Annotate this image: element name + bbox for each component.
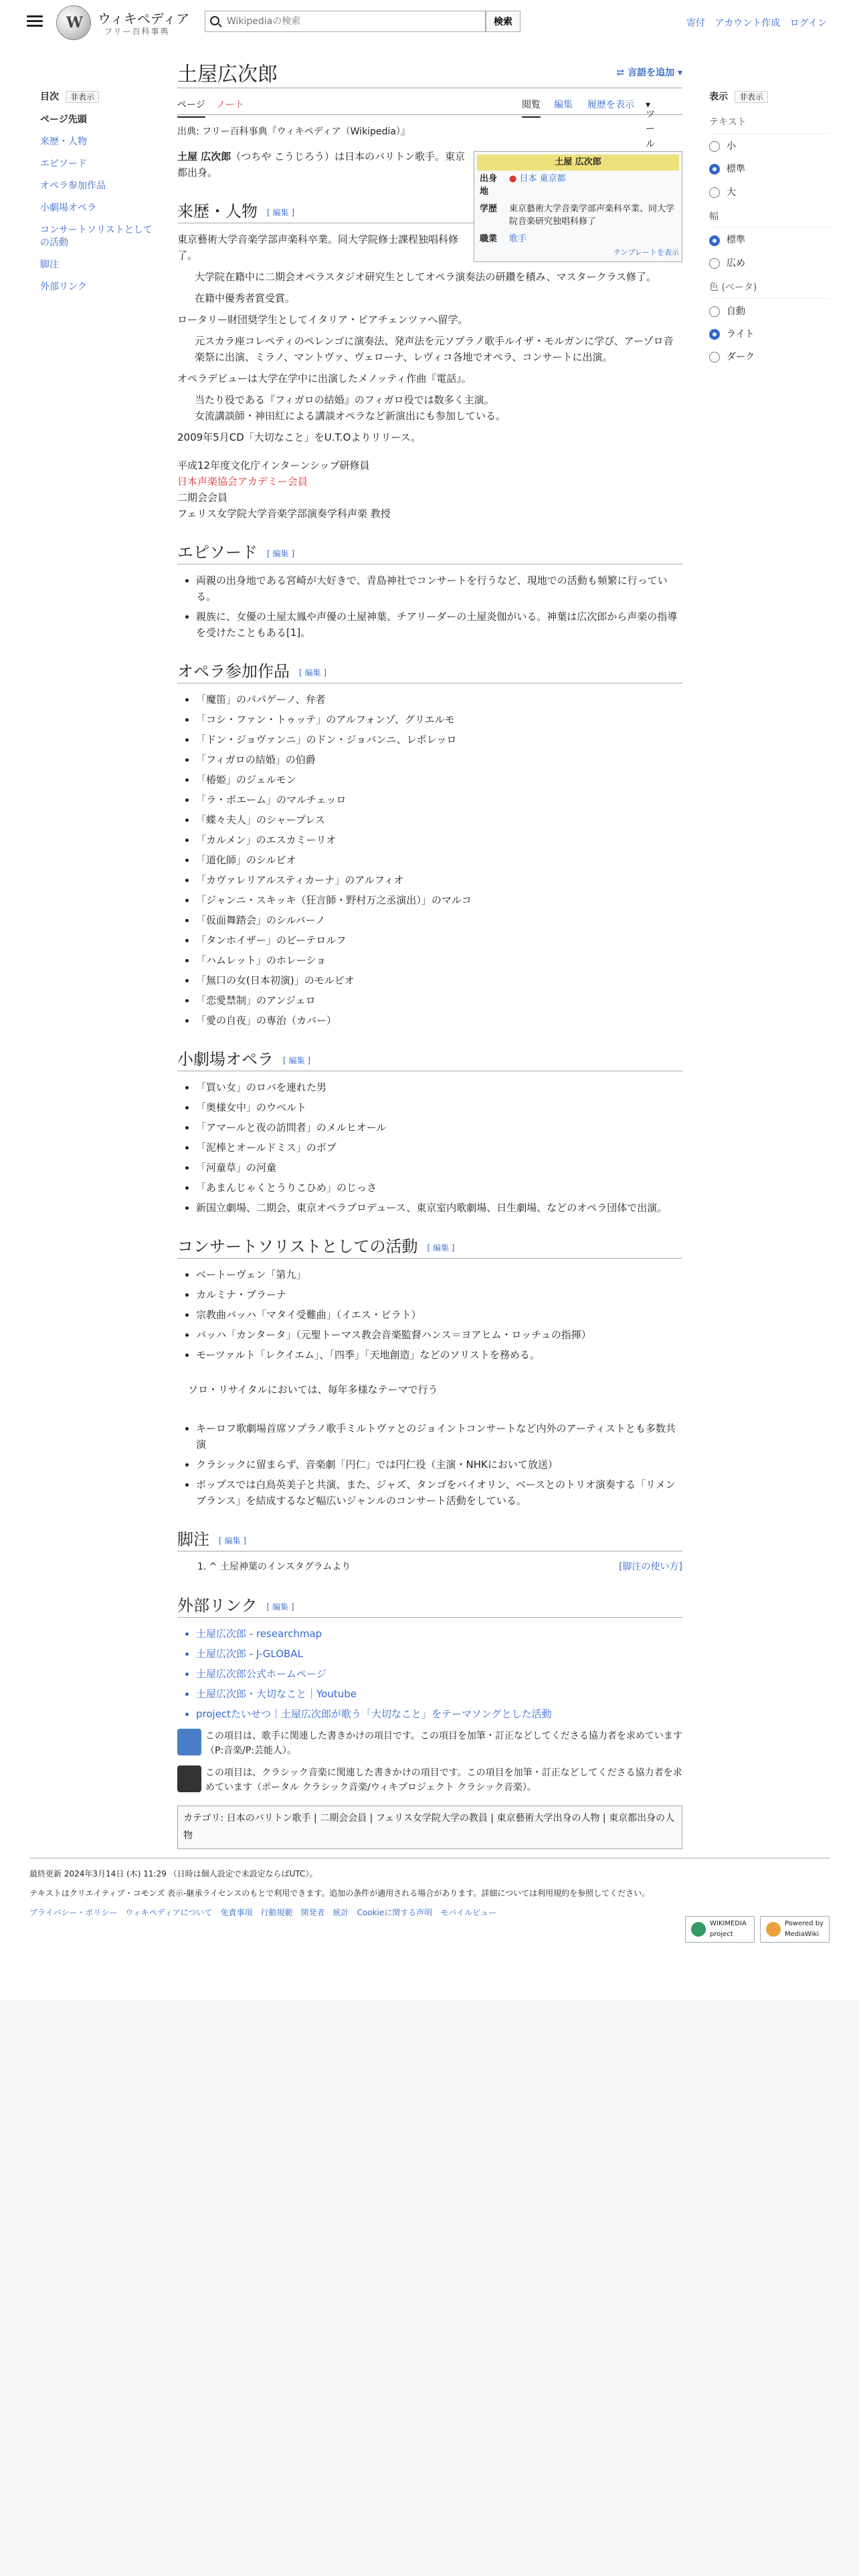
mediawiki-icon	[766, 1922, 781, 1937]
small-opera-list	[196, 1079, 682, 1216]
infobox-key: 職業	[480, 233, 498, 244]
tagline: フリー百科事典	[104, 27, 170, 36]
category-box[interactable]: カテゴリ: 日本のバリトン歌手 | 二期会会員 | フェリス女学院大学の教員 | 東京藝術大学出身の人物 | 東京都出身の人物	[177, 1806, 682, 1848]
source-line: 出典: フリー百科事典『ウィキペディア（Wikipedia）』	[177, 126, 410, 137]
list-item: • ポップスでは白鳥英美子と共演、また、ジャズ、タンゴをバイオリン、ベースとのトリオ演奏する「リメンブランス」を結成するなど幅広いジャンルのコンサート活動をしている。	[196, 1477, 682, 1509]
footer-link[interactable]: ウィキペディアについて	[125, 1908, 213, 1918]
create-account-link[interactable]: アカウント作成	[714, 18, 781, 29]
list-item: • 「カヴァレリアルスティカーナ」のアルフィオ	[196, 872, 682, 888]
opera-list	[196, 691, 682, 1029]
license-text: テキストはクリエイティブ・コモンズ 表示-継承ライセンスのもとで利用できます。追加の条件が適用される場合があります。詳細については利用規約を参照してください。	[29, 1889, 650, 1899]
external-links-list	[196, 1626, 682, 1722]
color-light[interactable]: ライト	[709, 327, 830, 342]
list-item: • 「魔笛」のパパゲーノ、弁者	[196, 691, 682, 708]
list-item: • キーロフ歌劇場首席ソプラノ歌手ミルトヴァとのジョイントコンサートなど内外のアーティストとも多数共演	[196, 1420, 682, 1453]
bio-text: ロータリー財団奨学生としてイタリア・ピアチェンツァへ留学。	[177, 314, 468, 326]
list-item: • 「椿姫」のジェルモン	[196, 772, 682, 788]
appearance-panel	[709, 90, 830, 373]
list-item: • 「愛の自夜」の専治（カバー）	[196, 1012, 682, 1029]
heading-links: 外部リンク [ 編集 ]	[177, 1592, 682, 1618]
list-item: • 新国立劇場、二期会、東京オペラプロデュース、東京室内歌劇場、日生劇場、などのオペラ団体で出演。	[196, 1200, 682, 1216]
list-item: • 「カルメン」のエスカミーリオ	[196, 832, 682, 848]
list-item: • 宗教曲バッハ「マタイ受難曲」（イエス・ピラト）	[196, 1307, 682, 1323]
toc-hide-button[interactable]: 非表示	[66, 91, 99, 103]
bio-text: 平成12年度文化庁インターンシップ研修員	[177, 459, 370, 472]
toc-item-opera[interactable]: オペラ参加作品	[40, 181, 106, 192]
add-language-button[interactable]: ⇄ 言語を追加 ▾	[616, 68, 682, 78]
list-item: • 「フィガロの結婚」の伯爵	[196, 752, 682, 768]
toc-item-bio[interactable]: 来歴・人物	[40, 136, 87, 148]
footer-link[interactable]: プライバシー・ポリシー	[29, 1908, 118, 1918]
lead-paragraph: 土屋 広次郎（つちや こうじろう）は日本のバリトン歌手。東京都出身。	[177, 150, 466, 179]
bio-text: 大学院在籍中に二期会オペラスタジオ研究生としてオペラ演奏法の研鑽を積み、マスタークラス修了。	[195, 271, 657, 284]
text-size-label: テキスト	[709, 115, 830, 133]
table-of-contents	[40, 90, 161, 302]
bio-text: 2009年5月CD「大切なこと」をU.T.Oよりリリース。	[177, 431, 421, 444]
edit-link[interactable]: [ 編集 ]	[219, 1536, 247, 1546]
radio-checked-icon	[709, 329, 720, 340]
search-button[interactable]: 検索	[486, 11, 520, 32]
radio-icon	[709, 187, 720, 198]
heading-notes: 脚注 [ 編集 ]	[177, 1526, 682, 1551]
bio-text: 女流講談師・神田紅による講談オペラなど新演出にも参加している。	[195, 410, 506, 423]
infobox-education: 東京藝術大学音楽学部声楽科卒業、同大学院音楽研究独唱科修了	[509, 203, 675, 227]
color-dark[interactable]: ダーク	[709, 350, 830, 364]
singer-icon	[177, 1729, 201, 1755]
radio-icon	[709, 306, 720, 317]
list-item: • 「恋愛禁制」のアンジェロ	[196, 992, 682, 1008]
toc-item-top[interactable]: ページ先頭	[40, 114, 87, 126]
tab-tools[interactable]: ツール ▾	[646, 100, 655, 150]
search-icon	[210, 16, 219, 25]
list-item: • 「ドン・ジョヴァンニ」のドン・ジョバンニ、レポレッロ	[196, 732, 682, 748]
footnote: 1. ^ 土屋神葉のインスタグラムより [脚注の使い方]	[177, 1560, 682, 1574]
bio-text: 在籍中優秀者賞受賞。	[195, 292, 296, 305]
toc-item-concert[interactable]: コンサートソリストとしての活動	[40, 224, 153, 248]
list-item: • 「買い女」のロバを連れた男	[196, 1079, 682, 1095]
heading-opera: オペラ参加作品 [ 編集 ]	[177, 658, 682, 683]
last-updated: 最終更新 2024年3月14日 (木) 11:29 （日時は個人設定で未設定ならばUTC）。	[29, 1869, 318, 1879]
user-links	[680, 16, 827, 31]
color-label: 色 (ベータ)	[709, 280, 830, 298]
page-title: 土屋広次郎 ⇄ 言語を追加 ▾	[177, 58, 682, 88]
tab-note[interactable]: ノート	[216, 100, 244, 110]
color-auto[interactable]: 自動	[709, 304, 830, 319]
list-item: • 「蝶々夫人」のシャープレス	[196, 812, 682, 828]
list-item: • バッハ「カンタータ」（元聖トーマス教会音楽監督ハンス＝ヨアヒム・ロッチュの指揮）	[196, 1327, 682, 1343]
toc-item-links[interactable]: 外部リンク	[40, 281, 87, 292]
wikipedia-logo[interactable]: W	[56, 5, 91, 40]
list-item: • 「仮面舞踏会」のシルバーノ	[196, 912, 682, 928]
edit-link[interactable]: [ 編集 ]	[267, 549, 295, 559]
wordmark[interactable]: ウィキペディア	[98, 11, 190, 27]
list-item: • クラシックに留まらず、音楽劇「円仁」では円仁役（主演・NHKにおいて放送）	[196, 1457, 682, 1473]
heading-small-opera: 小劇場オペラ [ 編集 ]	[177, 1046, 682, 1071]
list-item[interactable]: • 土屋広次郎・大切なこと｜Youtube	[196, 1686, 682, 1702]
list-item: • 「コシ・ファン・トゥッテ」のアルフォンゾ、グリエルモ	[196, 712, 682, 728]
edit-link[interactable]: [ 編集 ]	[299, 668, 327, 678]
mediawiki-badge[interactable]: Powered by MediaWiki	[760, 1916, 830, 1943]
wikimedia-badge[interactable]: WIKIMEDIA project	[685, 1916, 755, 1943]
list-item: • 「あまんじゃくとうりこひめ」のじっさ	[196, 1180, 682, 1196]
page-bottom-background	[0, 2000, 859, 2576]
list-item: • 「ラ・ボエーム」のマルチェッロ	[196, 792, 682, 808]
bio-text: 当たり役である『フィガロの結婚』のフィガロ役では数多く主演。	[195, 394, 494, 407]
list-item: • 「ハムレット」のホレーショ	[196, 952, 682, 968]
bio-text[interactable]: 日本声楽協会アカデミー会員	[177, 475, 308, 488]
appearance-header: 表示 非表示	[709, 90, 830, 104]
list-item[interactable]: • projectたいせつ｜土屋広次郎が歌う「大切なこと」をテーマソングとした活動	[196, 1706, 682, 1722]
donate-link[interactable]: 寄付	[686, 18, 705, 29]
tab-edit[interactable]: 編集	[554, 100, 573, 110]
list-item: • 「奥様女中」のウベルト	[196, 1099, 682, 1115]
infobox-key: 出身地	[480, 173, 498, 197]
list-item: • 「泥棒とオールドミス」のボブ	[196, 1140, 682, 1156]
infobox	[474, 151, 682, 262]
login-link[interactable]: ログイン	[789, 18, 827, 29]
episode-list	[196, 572, 682, 641]
infobox-key: 学歴	[480, 203, 498, 214]
footer-link[interactable]: 統計	[332, 1908, 349, 1918]
list-item: • 「タンホイザー」のビーテロルフ	[196, 932, 682, 948]
composer-icon	[177, 1765, 201, 1792]
footer-link[interactable]: 開発者	[300, 1908, 325, 1918]
heading-episode: エピソード [ 編集 ]	[177, 539, 682, 564]
width-wide[interactable]: 広め	[709, 256, 830, 271]
radio-icon	[709, 352, 720, 362]
list-item: • 「ジャンニ・スキッキ（狂言師・野村万之丞演出）」のマルコ	[196, 892, 682, 908]
bio-text: 二期会会員	[177, 492, 228, 504]
edit-link[interactable]: [ 編集 ]	[427, 1243, 455, 1253]
radio-icon	[709, 141, 720, 152]
infobox-birthplace[interactable]: ● 日本 東京都	[509, 173, 566, 184]
list-item: • カルミナ・ブラーナ	[196, 1287, 682, 1303]
width-standard[interactable]: 標準	[709, 233, 830, 247]
footer-link[interactable]: モバイルビュー	[440, 1908, 497, 1918]
list-item: • 親族に、女優の土屋太鳳や声優の土屋神葉、チアリーダーの土屋炎伽がいる。神葉は広次郎から声楽の指導を受けたこともある[1]。	[196, 609, 682, 641]
list-item: • モーツァルト「レクイエム」、「四季」「天地創造」などのソリストを務める。	[196, 1347, 682, 1363]
footer-link[interactable]: 免責事項	[220, 1908, 253, 1918]
infobox-occupation[interactable]: 歌手	[509, 233, 527, 244]
footnote-usage-link[interactable]: [脚注の使い方]	[619, 1562, 682, 1573]
appearance-hide-button[interactable]: 非表示	[735, 91, 768, 103]
list-item: • 「道化師」のシルビオ	[196, 852, 682, 868]
text-size-small[interactable]: 小	[709, 139, 830, 154]
show-template-link[interactable]: テンプレートを表示	[613, 248, 679, 257]
list-item: • 「アマールと夜の訪問者」のメルヒオール	[196, 1119, 682, 1136]
radio-checked-icon	[709, 164, 720, 175]
footer-link[interactable]: Cookieに関する声明	[357, 1908, 433, 1918]
tab-read[interactable]: 閲覧	[522, 98, 541, 118]
footer-link[interactable]: 行動規範	[260, 1908, 293, 1918]
page-footer	[29, 1858, 830, 1938]
toc-item-notes[interactable]: 脚注	[40, 259, 59, 270]
list-item: • 両親の出身地である宮崎が大好きで、青島神社でコンサートを行うなど、現地での活動も頻繁に行っている。	[196, 572, 682, 605]
bio-text: フェリス女学院大学音楽学部演奏学科声楽 教授	[177, 508, 391, 520]
main-menu-icon[interactable]	[27, 13, 43, 29]
edit-link[interactable]: [ 編集 ]	[267, 208, 295, 218]
infobox-title: 土屋 広次郎	[477, 154, 679, 171]
list-item: • 「無口の女(日本初演)」のモルビオ	[196, 972, 682, 988]
list-item[interactable]: • 土屋広次郎 - researchmap	[196, 1626, 682, 1642]
search-input[interactable]	[205, 11, 486, 32]
radio-checked-icon	[709, 235, 720, 246]
toc-item-episode[interactable]: エピソード	[40, 158, 87, 170]
tab-history[interactable]: 履歴を表示	[587, 100, 634, 110]
concert-list	[196, 1267, 682, 1363]
heading-bio: 来歴・人物 [ 編集 ]	[177, 198, 682, 223]
bio-text: オペラデビューは大学在学中に出演したメノッティ作曲『電話』。	[177, 372, 472, 385]
concert-solo: ソロ・リサイタルにおいては、毎年多様なテーマで行う	[188, 1384, 438, 1396]
text-size-large[interactable]: 大	[709, 185, 830, 200]
bio-text: 東京藝術大学音楽学部声楽科卒業。同大学院修士課程独唱科修了。	[177, 233, 459, 262]
stub-notice-classical: この項目は、クラシック音楽に関連した書きかけの項目です。この項目を加筆・訂正などしてくださる協力者を求めています（ポータル クラシック音楽/ウィキプロジェクト クラシック音楽）。	[177, 1765, 682, 1796]
list-item: • ベートーヴェン「第九」	[196, 1267, 682, 1283]
heading-concert: コンサートソリストとしての活動 [ 編集 ]	[177, 1233, 682, 1259]
text-size-standard[interactable]: 標準	[709, 162, 830, 177]
concert-list-2	[196, 1420, 682, 1509]
bio-text: 元スカラ座コレペティのペレンゴに演奏法、発声法を元ソプラノ歌手ルイザ・モルガンに学び、アーゾロ音楽祭に出演、ミラノ、マントヴァ、ヴェローナ、レヴィコ各地でオペラ、コンサートに出演。	[195, 335, 674, 364]
tab-page[interactable]: ページ	[177, 98, 205, 118]
wikimedia-icon	[691, 1922, 706, 1937]
site-header	[0, 0, 859, 45]
toc-header: 目次 非表示	[40, 90, 161, 104]
list-item[interactable]: • 土屋広次郎 - J-GLOBAL	[196, 1646, 682, 1662]
toc-item-small-opera[interactable]: 小劇場オペラ	[40, 202, 96, 213]
list-item: • 「河童草」の河童	[196, 1160, 682, 1176]
article-content	[177, 58, 682, 1849]
edit-link[interactable]: [ 編集 ]	[283, 1056, 311, 1066]
radio-icon	[709, 258, 720, 269]
list-item[interactable]: • 土屋広次郎公式ホームページ	[196, 1666, 682, 1682]
stub-notice-singer: この項目は、歌手に関連した書きかけの項目です。この項目を加筆・訂正などしてくださる協力者を求めています（P:音楽/P:芸能人）。	[177, 1729, 682, 1759]
edit-link[interactable]: [ 編集 ]	[266, 1602, 294, 1612]
width-label: 幅	[709, 209, 830, 227]
